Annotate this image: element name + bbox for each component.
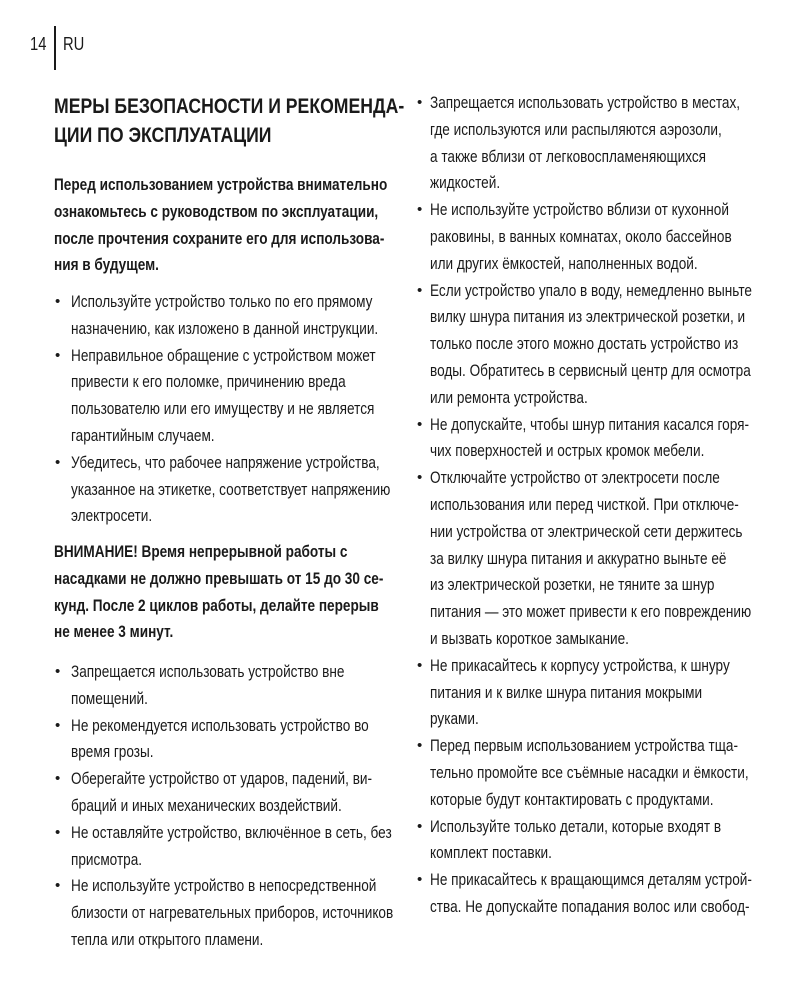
safety-list-3 bbox=[417, 90, 777, 921]
bullet-icon: • bbox=[417, 415, 423, 433]
text-line-content: комплект поставки. bbox=[430, 843, 552, 863]
text-line bbox=[71, 503, 395, 530]
text-line-content: пользователю или его имуществу и не является bbox=[71, 399, 375, 419]
header-divider bbox=[54, 26, 56, 70]
text-line bbox=[71, 820, 395, 847]
text-line bbox=[430, 787, 777, 814]
text-line-content: Запрещается использовать устройство вне bbox=[71, 662, 345, 681]
text-line bbox=[430, 438, 777, 465]
text-line bbox=[430, 706, 777, 733]
text-line-content: Неправильное обращение с устройством может bbox=[71, 345, 376, 365]
text-line bbox=[71, 766, 395, 793]
language-label: RU bbox=[63, 34, 85, 54]
text-line bbox=[430, 626, 777, 653]
text-line bbox=[71, 369, 395, 396]
list-item bbox=[55, 659, 395, 713]
text-line bbox=[430, 331, 777, 358]
bullet-icon: • bbox=[417, 94, 423, 111]
text-line bbox=[54, 593, 466, 620]
text-line-content: ния в будущем. bbox=[54, 255, 159, 275]
text-line-content: после прочтения сохраните его для использова- bbox=[54, 228, 385, 248]
list-item bbox=[417, 814, 777, 868]
text-line bbox=[71, 793, 395, 820]
text-line bbox=[71, 316, 395, 343]
text-line bbox=[430, 117, 777, 144]
text-line-content: питания и к вилке шнура питания мокрыми bbox=[430, 682, 703, 702]
text-line-content: Не оставляйте устройство, включённое в сеть, без bbox=[71, 822, 392, 842]
text-line-content: присмотра. bbox=[71, 849, 143, 869]
section-heading bbox=[54, 92, 471, 150]
text-line bbox=[71, 423, 395, 450]
text-line-content: раковины, в ванных комнатах, около бассейнов bbox=[430, 226, 732, 246]
bullet-icon: • bbox=[55, 453, 61, 471]
text-line-content: за вилку шнура питания и аккуратно выньте её bbox=[430, 548, 727, 568]
text-line-content: браций и иных механических воздействий. bbox=[71, 795, 342, 815]
list-item bbox=[417, 90, 777, 197]
text-line-content: Если устройство упало в воду, немедленно выньте bbox=[430, 280, 752, 300]
text-line-content: Отключайте устройство от электросети после bbox=[430, 468, 720, 488]
bullet-icon: • bbox=[417, 656, 423, 674]
bullet-icon: • bbox=[55, 770, 61, 788]
text-line-content: где используются или распыляются аэрозоли, bbox=[430, 119, 722, 139]
text-line-content: жидкостей. bbox=[430, 173, 501, 193]
text-line-content: Не прикасайтесь к вращающимся деталям устрой- bbox=[430, 870, 752, 890]
list-item bbox=[417, 412, 777, 466]
text-line bbox=[54, 566, 466, 593]
text-line bbox=[430, 492, 777, 519]
text-line bbox=[54, 92, 471, 121]
text-line-content: которые будут контактировать с продуктами. bbox=[430, 789, 714, 809]
list-item bbox=[417, 733, 777, 813]
text-line-content: Используйте устройство только по его прямому bbox=[71, 292, 373, 311]
text-line-content: Убедитесь, что рабочее напряжение устройства, bbox=[71, 452, 380, 472]
text-line bbox=[430, 90, 777, 117]
text-line bbox=[430, 412, 777, 439]
text-line-content: Не используйте устройство в непосредственной bbox=[71, 876, 377, 896]
bullet-icon: • bbox=[417, 469, 423, 487]
text-line bbox=[430, 358, 777, 385]
text-line-content: Не используйте устройство вблизи от кухонной bbox=[430, 200, 729, 220]
text-line bbox=[71, 873, 395, 900]
text-line bbox=[430, 599, 777, 626]
text-line bbox=[430, 894, 777, 921]
text-line-content: ства. Не допускайте попадания волос или свобод- bbox=[430, 896, 750, 916]
text-line bbox=[430, 814, 777, 841]
warning-paragraph bbox=[54, 539, 466, 646]
text-line-content: кунд. После 2 циклов работы, делайте перерыв bbox=[54, 595, 379, 615]
safety-list-1 bbox=[55, 289, 395, 530]
text-line-content: только после этого можно достать устройство из bbox=[430, 334, 739, 354]
text-line-content: нии устройства от электрической сети держитесь bbox=[430, 521, 743, 541]
text-line-content: МЕРЫ БЕЗОПАСНОСТИ И РЕКОМЕНДА- bbox=[54, 95, 405, 118]
text-line bbox=[71, 847, 395, 874]
text-line bbox=[430, 278, 777, 305]
text-line bbox=[430, 224, 777, 251]
text-line-content: помещений. bbox=[71, 688, 148, 708]
text-line bbox=[71, 686, 395, 713]
text-line bbox=[71, 713, 395, 740]
list-item bbox=[417, 278, 777, 412]
text-line bbox=[430, 733, 777, 760]
text-line-content: из электрической розетки, не тяните за шнур bbox=[430, 575, 715, 595]
text-line bbox=[430, 304, 777, 331]
text-line-content: руками. bbox=[430, 709, 479, 729]
text-line-content: Оберегайте устройство от ударов, падений, ви- bbox=[71, 769, 373, 789]
bullet-icon: • bbox=[417, 281, 423, 299]
text-line-content: чих поверхностей и острых кромок мебели. bbox=[430, 441, 705, 461]
text-line-content: Не допускайте, чтобы шнур питания касался горя- bbox=[430, 414, 749, 434]
text-line bbox=[71, 450, 395, 477]
list-item bbox=[55, 766, 395, 820]
text-line bbox=[54, 539, 466, 566]
text-line-content: гарантийным случаем. bbox=[71, 425, 215, 445]
bullet-icon: • bbox=[417, 201, 423, 219]
text-line-content: использования или перед чисткой. При отключе- bbox=[430, 494, 739, 514]
list-item bbox=[55, 873, 395, 953]
text-line-content: насадками не должно превышать от 15 до 30 се- bbox=[54, 568, 384, 588]
text-line bbox=[430, 546, 777, 573]
text-line-content: тепла или открытого пламени. bbox=[71, 929, 264, 949]
text-line bbox=[430, 251, 777, 278]
bullet-icon: • bbox=[55, 346, 61, 364]
text-line-content: Не прикасайтесь к корпусу устройства, к шнуру bbox=[430, 655, 730, 675]
intro-paragraph bbox=[54, 172, 471, 279]
text-line bbox=[430, 840, 777, 867]
text-line bbox=[430, 385, 777, 412]
list-item bbox=[55, 450, 395, 530]
list-item bbox=[55, 820, 395, 874]
text-line bbox=[430, 680, 777, 707]
text-line-content: электросети. bbox=[71, 506, 153, 526]
text-line bbox=[430, 519, 777, 546]
text-line bbox=[71, 927, 395, 954]
text-line bbox=[430, 465, 777, 492]
bullet-icon: • bbox=[55, 823, 61, 841]
text-line bbox=[430, 170, 777, 197]
text-line-content: Перед первым использованием устройства тща- bbox=[430, 736, 738, 756]
text-line bbox=[430, 653, 777, 680]
text-line bbox=[430, 572, 777, 599]
bullet-icon: • bbox=[417, 871, 423, 889]
text-line-content: ЦИИ ПО ЭКСПЛУАТАЦИИ bbox=[54, 124, 272, 147]
bullet-icon: • bbox=[55, 716, 61, 734]
text-line-content: близости от нагревательных приборов, источников bbox=[71, 903, 394, 923]
text-line-content: и вызвать короткое замыкание. bbox=[430, 628, 629, 648]
list-item bbox=[55, 343, 395, 450]
list-item bbox=[417, 653, 777, 733]
list-item bbox=[417, 465, 777, 653]
text-line-content: а также вблизи от легковоспламеняющихся bbox=[430, 146, 707, 166]
text-line-content: Не рекомендуется использовать устройство во bbox=[71, 715, 369, 735]
bullet-icon: • bbox=[55, 877, 61, 895]
text-line-content: тельно промойте все съёмные насадки и ёмкости, bbox=[430, 762, 749, 782]
text-line bbox=[54, 199, 471, 226]
bullet-icon: • bbox=[55, 663, 61, 680]
text-line-content: время грозы. bbox=[71, 742, 154, 762]
text-line bbox=[71, 659, 395, 686]
text-line-content: ВНИМАНИЕ! Время непрерывной работы с bbox=[54, 542, 348, 561]
page-number: 14 bbox=[30, 34, 47, 54]
text-line-content: или ремонта устройства. bbox=[430, 387, 588, 407]
safety-list-2 bbox=[55, 659, 395, 954]
text-line-content: назначению, как изложено в данной инструкции. bbox=[71, 318, 379, 338]
text-line-content: питания — это может привести к его повреждению bbox=[430, 602, 752, 622]
text-line bbox=[71, 900, 395, 927]
text-line bbox=[54, 172, 471, 199]
text-line-content: Используйте только детали, которые входят в bbox=[430, 816, 722, 836]
text-line bbox=[54, 121, 471, 150]
text-line bbox=[430, 760, 777, 787]
text-line bbox=[430, 867, 777, 894]
text-line-content: вилку шнура питания из электрической розетки, и bbox=[430, 307, 746, 327]
bullet-icon: • bbox=[55, 293, 61, 310]
text-line bbox=[71, 289, 395, 316]
text-line-content: ознакомьтесь с руководством по эксплуатации, bbox=[54, 201, 379, 221]
text-line-content: Запрещается использовать устройство в местах, bbox=[430, 93, 741, 112]
text-line bbox=[430, 197, 777, 224]
text-line bbox=[54, 226, 471, 253]
list-item bbox=[55, 289, 395, 343]
bullet-icon: • bbox=[417, 737, 423, 755]
text-line bbox=[71, 739, 395, 766]
text-line bbox=[430, 144, 777, 171]
text-line-content: привести к его поломке, причинению вреда bbox=[71, 372, 346, 392]
text-line-content: Перед использованием устройства внимательно bbox=[54, 175, 388, 194]
text-line bbox=[54, 252, 471, 279]
text-line bbox=[71, 343, 395, 370]
list-item bbox=[417, 867, 777, 921]
text-line bbox=[54, 619, 466, 646]
text-line-content: или других ёмкостей, наполненных водой. bbox=[430, 253, 698, 273]
bullet-icon: • bbox=[417, 817, 423, 835]
list-item bbox=[55, 713, 395, 767]
list-item bbox=[417, 197, 777, 277]
text-line-content: указанное на этикетке, соответствует напряжению bbox=[71, 479, 391, 499]
text-line-content: воды. Обратитесь в сервисный центр для осмотра bbox=[430, 360, 751, 380]
text-line bbox=[71, 477, 395, 504]
text-line bbox=[71, 396, 395, 423]
text-line-content: не менее 3 минут. bbox=[54, 622, 174, 642]
